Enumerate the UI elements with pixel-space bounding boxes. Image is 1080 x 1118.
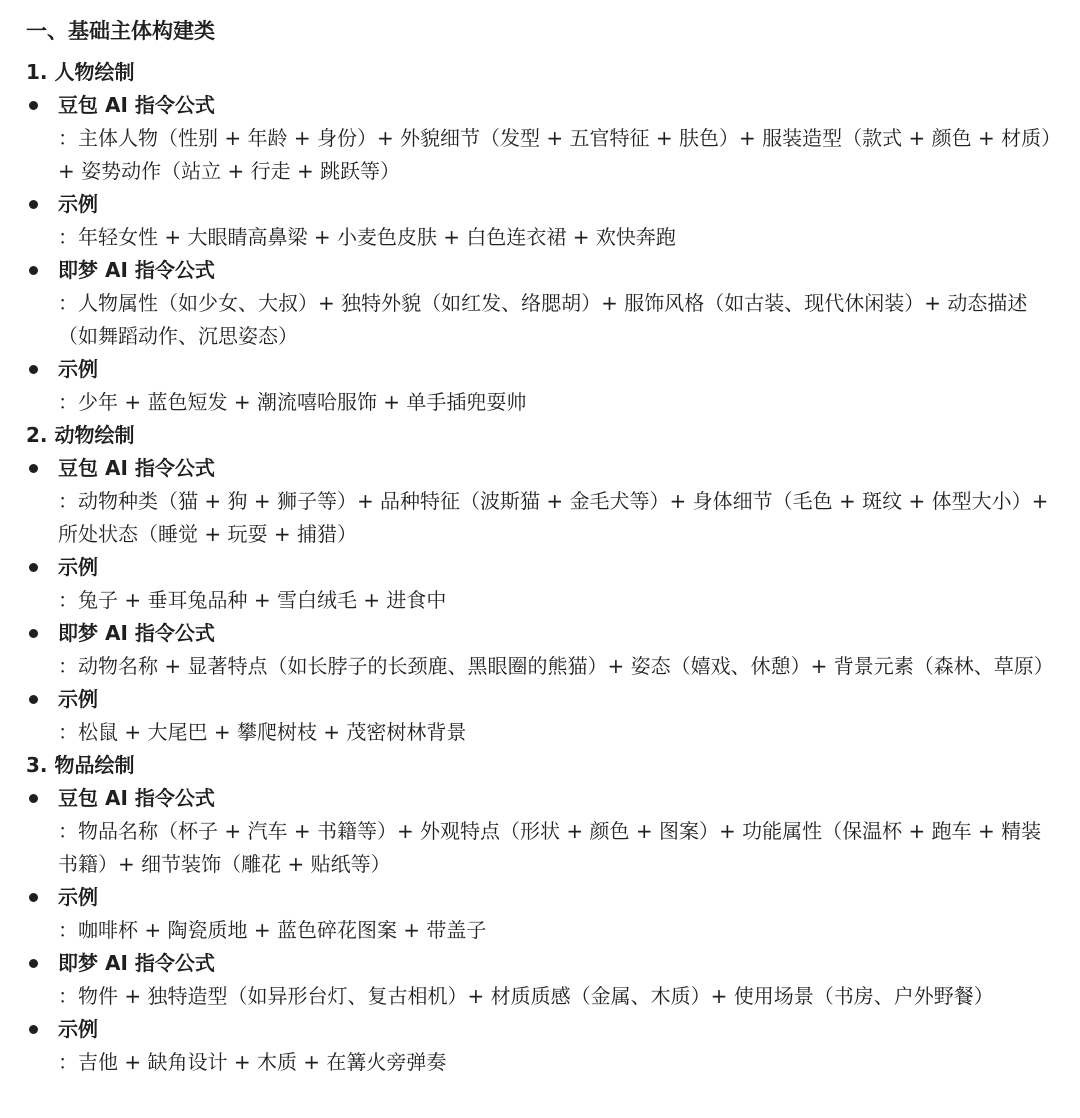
item-title: 豆包 AI 指令公式 [58, 456, 215, 480]
bullet-icon [29, 629, 38, 638]
item-title: 即梦 AI 指令公式 [58, 621, 215, 645]
list-item [26, 188, 1056, 254]
item-title: 示例 [58, 555, 98, 579]
item-title: 豆包 AI 指令公式 [58, 93, 215, 117]
list-item [26, 89, 1056, 188]
list-item [26, 683, 1056, 749]
bullet-icon [29, 695, 38, 704]
item-title: 示例 [58, 885, 98, 909]
item-text: ：年轻女性 + 大眼睛高鼻梁 + 小麦色皮肤 + 白色连衣裙 + 欢快奔跑 [58, 225, 676, 249]
document [26, 14, 1056, 1079]
bullet-icon [29, 464, 38, 473]
item-title: 豆包 AI 指令公式 [58, 786, 215, 810]
list-item [26, 254, 1056, 353]
item-title: 即梦 AI 指令公式 [58, 258, 215, 282]
section-heading: 3. 物品绘制 [26, 753, 135, 777]
list-item [26, 782, 1056, 881]
item-text: ：动物名称 + 显著特点（如长脖子的长颈鹿、黑眼圈的熊猫）+ 姿态（嬉戏、休憩）+ 背景元素（森林、草原） [58, 654, 1054, 678]
list-item [26, 617, 1056, 683]
item-text: ：物件 + 独特造型（如异形台灯、复古相机）+ 材质质感（金属、木质）+ 使用场景（书房、户外野餐） [58, 984, 994, 1008]
list-item [26, 551, 1056, 617]
item-text: ：少年 + 蓝色短发 + 潮流嘻哈服饰 + 单手插兜耍帅 [58, 390, 527, 414]
bullet-icon [29, 563, 38, 572]
item-text: ：咖啡杯 + 陶瓷质地 + 蓝色碎花图案 + 带盖子 [58, 918, 487, 942]
list-item [26, 353, 1056, 419]
item-title: 示例 [58, 192, 98, 216]
bullet-icon [29, 101, 38, 110]
list-item [26, 1013, 1056, 1079]
list-item [26, 452, 1056, 551]
item-title: 示例 [58, 687, 98, 711]
bullet-icon [29, 266, 38, 275]
section-people [26, 56, 1056, 419]
list-item [26, 947, 1056, 1013]
section-objects [26, 749, 1056, 1079]
section-heading: 1. 人物绘制 [26, 60, 135, 84]
bullet-icon [29, 1025, 38, 1034]
item-text: ：物品名称（杯子 + 汽车 + 书籍等）+ 外观特点（形状 + 颜色 + 图案）+ 功能属性（保温杯 + 跑车 + 精装书籍）+ 细节装饰（雕花 + 贴纸等） [58, 819, 1042, 876]
bullet-icon [29, 794, 38, 803]
bullet-icon [29, 959, 38, 968]
item-text: ：主体人物（性别 + 年龄 + 身份）+ 外貌细节（发型 + 五官特征 + 肤色）+ 服装造型（款式 + 颜色 + 材质）+ 姿势动作（站立 + 行走 + 跳跃等） [58, 126, 1052, 183]
item-text: ：动物种类（猫 + 狗 + 狮子等）+ 品种特征（波斯猫 + 金毛犬等）+ 身体细节（毛色 + 斑纹 + 体型大小）+ 所处状态（睡觉 + 玩耍 + 捕猎） [58, 489, 1049, 546]
item-title: 即梦 AI 指令公式 [58, 951, 215, 975]
item-title: 示例 [58, 1017, 98, 1041]
item-text: ：兔子 + 垂耳兔品种 + 雪白绒毛 + 进食中 [58, 588, 447, 612]
list-item [26, 881, 1056, 947]
section-animals [26, 419, 1056, 749]
bullet-icon [29, 893, 38, 902]
document-title: 一、基础主体构建类 [26, 19, 215, 43]
bullet-icon [29, 200, 38, 209]
item-text: ：吉他 + 缺角设计 + 木质 + 在篝火旁弹奏 [58, 1050, 447, 1074]
item-text: ：松鼠 + 大尾巴 + 攀爬树枝 + 茂密树林背景 [58, 720, 467, 744]
item-title: 示例 [58, 357, 98, 381]
section-heading: 2. 动物绘制 [26, 423, 135, 447]
item-text: ：人物属性（如少女、大叔）+ 独特外貌（如红发、络腮胡）+ 服饰风格（如古装、现代休闲装）+ 动态描述（如舞蹈动作、沉思姿态） [58, 291, 1028, 348]
bullet-icon [29, 365, 38, 374]
